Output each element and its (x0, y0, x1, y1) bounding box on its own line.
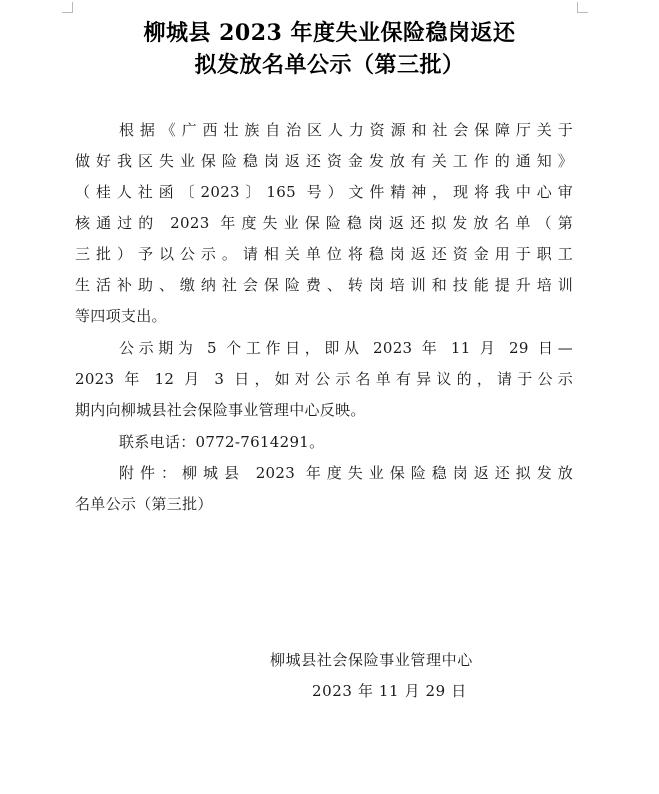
paragraph-1-line: 生活补助、缴纳社会保险费、转岗培训和技能提升培训 (75, 276, 573, 294)
paragraph-2-line: 公示期为 5 个工作日，即从 2023 年 11 月 29 日— (119, 339, 573, 357)
crop-mark-top-right (577, 2, 588, 13)
paragraph-1-line: 核通过的 2023 年度失业保险稳岗返还拟发放名单（第 (75, 214, 573, 232)
paragraph-1-line: （桂人社函〔2023〕165 号）文件精神，现将我中心审 (75, 183, 573, 201)
paragraph-1-line: 三批）予以公示。请相关单位将稳岗返还资金用于职工 (75, 245, 573, 263)
issuing-organization: 柳城县社会保险事业管理中心 (270, 651, 473, 669)
paragraph-1-line: 根据《广西壮族自治区人力资源和社会保障厅关于 (119, 121, 573, 139)
paragraph-2-line: 2023 年 12 月 3 日，如对公示名单有异议的，请于公示 (75, 370, 573, 388)
crop-mark-top-left (62, 2, 73, 13)
issue-date: 2023 年 11 月 29 日 (312, 682, 467, 700)
attachment-line: 名单公示（第三批） (75, 495, 213, 513)
paragraph-1-line: 等四项支出。 (75, 307, 167, 325)
contact-phone: 联系电话：0772-7614291。 (119, 433, 325, 451)
attachment-line: 附件：柳城县 2023 年度失业保险稳岗返还拟发放 (119, 464, 573, 482)
paragraph-2-line: 期内向柳城县社会保险事业管理中心反映。 (75, 401, 366, 419)
document-title-line-2: 拟发放名单公示（第三批） (194, 52, 465, 78)
paragraph-1-line: 做好我区失业保险稳岗返还资金发放有关工作的通知》 (75, 152, 573, 170)
document-title-line-1: 柳城县 2023 年度失业保险稳岗返还 (143, 20, 516, 46)
